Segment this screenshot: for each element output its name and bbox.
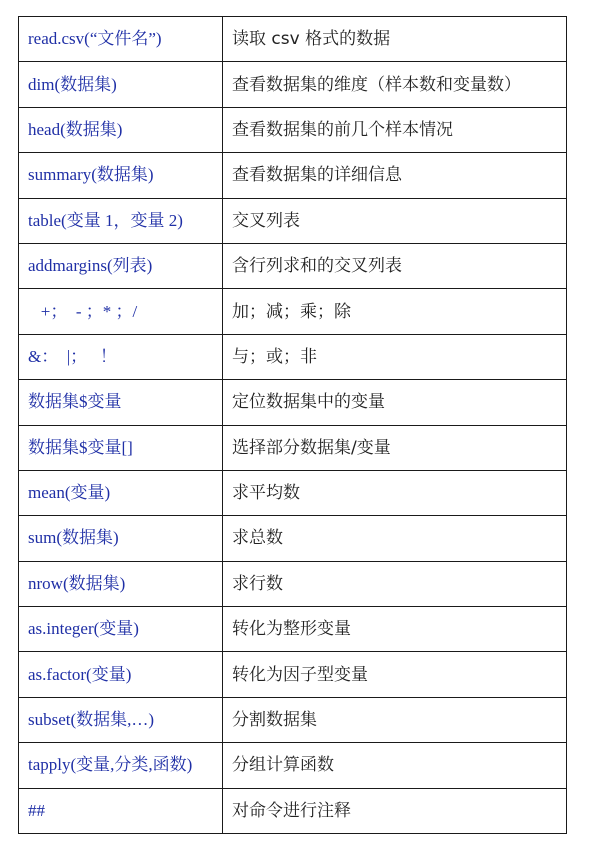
command-cell: subset(数据集,…) bbox=[19, 697, 223, 742]
description-cell: 读取 csv 格式的数据 bbox=[223, 17, 567, 62]
table-row bbox=[19, 697, 567, 742]
description-cell: 转化为整形变量 bbox=[223, 607, 567, 652]
r-command-reference-table bbox=[18, 16, 567, 834]
description-cell: 求总数 bbox=[223, 516, 567, 561]
command-cell: +； - ；* ；/ bbox=[19, 289, 223, 334]
table-row bbox=[19, 561, 567, 606]
table-row bbox=[19, 243, 567, 288]
command-cell: tapply(变量,分类,函数) bbox=[19, 743, 223, 788]
description-cell: 对命令进行注释 bbox=[223, 788, 567, 833]
command-cell: addmargins(列表) bbox=[19, 243, 223, 288]
command-cell: ## bbox=[19, 788, 223, 833]
command-cell: &： |； ！ bbox=[19, 334, 223, 379]
table-row bbox=[19, 107, 567, 152]
table-row bbox=[19, 470, 567, 515]
table-row bbox=[19, 17, 567, 62]
description-cell: 转化为因子型变量 bbox=[223, 652, 567, 697]
command-cell: summary(数据集) bbox=[19, 153, 223, 198]
description-cell: 分组计算函数 bbox=[223, 743, 567, 788]
table-row bbox=[19, 788, 567, 833]
description-cell: 选择部分数据集/变量 bbox=[223, 425, 567, 470]
table-row bbox=[19, 380, 567, 425]
command-cell: mean(变量) bbox=[19, 470, 223, 515]
description-cell: 与；或；非 bbox=[223, 334, 567, 379]
command-cell: sum(数据集) bbox=[19, 516, 223, 561]
command-cell: 数据集$变量[] bbox=[19, 425, 223, 470]
command-cell: read.csv(“文件名”) bbox=[19, 17, 223, 62]
description-cell: 含行列求和的交叉列表 bbox=[223, 243, 567, 288]
table-row bbox=[19, 425, 567, 470]
command-cell: head(数据集) bbox=[19, 107, 223, 152]
description-cell: 查看数据集的前几个样本情况 bbox=[223, 107, 567, 152]
description-cell: 查看数据集的维度（样本数和变量数） bbox=[223, 62, 567, 107]
description-cell: 加；减；乘；除 bbox=[223, 289, 567, 334]
description-cell: 定位数据集中的变量 bbox=[223, 380, 567, 425]
command-cell: as.factor(变量) bbox=[19, 652, 223, 697]
command-cell: dim(数据集) bbox=[19, 62, 223, 107]
description-cell: 分割数据集 bbox=[223, 697, 567, 742]
description-cell: 交叉列表 bbox=[223, 198, 567, 243]
table-row bbox=[19, 153, 567, 198]
command-cell: table(变量 1，变量 2) bbox=[19, 198, 223, 243]
command-cell: as.integer(变量) bbox=[19, 607, 223, 652]
table-row bbox=[19, 743, 567, 788]
command-cell: 数据集$变量 bbox=[19, 380, 223, 425]
table-row bbox=[19, 334, 567, 379]
description-cell: 查看数据集的详细信息 bbox=[223, 153, 567, 198]
table-row bbox=[19, 62, 567, 107]
description-cell: 求平均数 bbox=[223, 470, 567, 515]
table-row bbox=[19, 516, 567, 561]
table-row bbox=[19, 607, 567, 652]
command-cell: nrow(数据集) bbox=[19, 561, 223, 606]
description-cell: 求行数 bbox=[223, 561, 567, 606]
table-row bbox=[19, 198, 567, 243]
table-row bbox=[19, 652, 567, 697]
table-row bbox=[19, 289, 567, 334]
